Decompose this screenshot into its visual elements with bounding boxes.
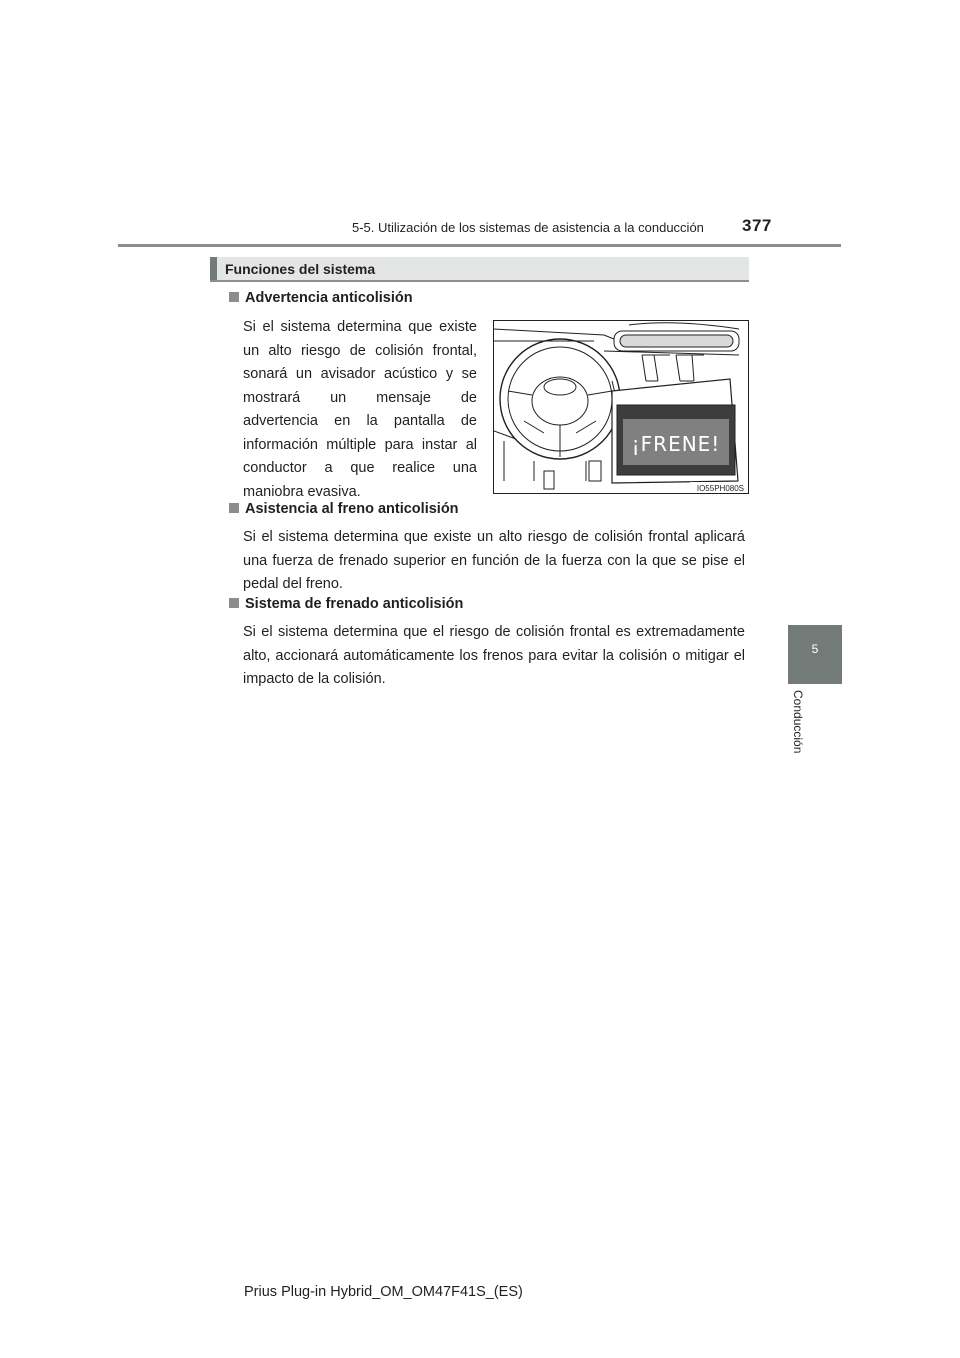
- document-footer: Prius Plug-in Hybrid_OM_OM47F41S_(ES): [244, 1284, 523, 1300]
- dashboard-illustration: [493, 320, 749, 494]
- figure-code: IO55PH080S: [696, 484, 744, 493]
- section-header: [210, 257, 749, 282]
- section-title: Funciones del sistema: [225, 261, 376, 277]
- item-heading-frenado: [229, 596, 463, 612]
- warning-message: ¡FRENE!: [631, 432, 721, 456]
- chapter-tab-label: Conducción: [791, 690, 805, 754]
- item-heading-advertencia: [229, 290, 413, 306]
- square-bullet-icon: [229, 503, 239, 513]
- item-heading-text: Sistema de frenado anticolisión: [245, 596, 464, 612]
- item-text-advertencia: Si el sistema determina que existe un alto riesgo de colisión frontal, sonará un avisador acústico y se mostrará un mensaje de advertencia en la pantalla de información múltiple para instar al conductor a que realice una maniobra evasiva.: [243, 319, 477, 500]
- square-bullet-icon: [229, 292, 239, 302]
- page-number: 377: [742, 216, 772, 235]
- section-header-bar: [210, 257, 217, 280]
- item-heading-text: Asistencia al freno anticolisión: [245, 501, 459, 517]
- running-header: 5-5. Utilización de los sistemas de asistencia a la conducción: [352, 220, 704, 235]
- chapter-tab-number: 5: [811, 642, 819, 656]
- item-text-frenado: Si el sistema determina que el riesgo de colisión frontal es extremadamente alto, accionará automáticamente los frenos para evitar la colisión o mitigar el impacto de la colisión.: [243, 624, 745, 687]
- item-text-asistencia: Si el sistema determina que existe un alto riesgo de colisión frontal aplicará una fuerza de frenado superior en función de la fuerza con la que se pise el pedal del freno.: [243, 529, 745, 592]
- header-rule: [118, 244, 841, 247]
- item-heading-text: Advertencia anticolisión: [245, 290, 413, 306]
- item-heading-asistencia: [229, 501, 459, 517]
- dashboard-drawing: [494, 321, 748, 493]
- square-bullet-icon: [229, 598, 239, 608]
